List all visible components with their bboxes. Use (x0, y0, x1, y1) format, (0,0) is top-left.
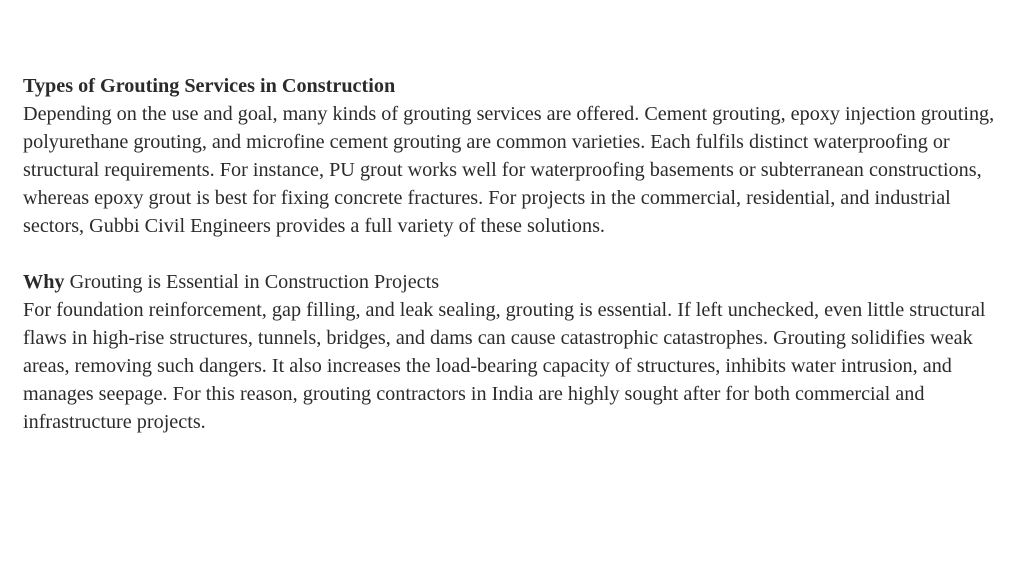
section-heading-rest: Grouting is Essential in Construction Projects (64, 271, 440, 293)
section-heading (23, 268, 1008, 296)
section-why-grouting (23, 268, 1008, 436)
document-page (23, 72, 1008, 436)
section-heading-bold: Why (23, 271, 65, 293)
section-paragraph: Depending on the use and goal, many kinds of grouting services are offered. Cement grouting, epoxy injection grouting, polyurethane grouting, and microfine cement grouting are common varieties. Each fulfils distinct waterproofing or structural requirements. For instance, PU grout works well for waterproofing basements or subterranean constructions, whereas epoxy grout is best for fixing concrete fractures. For projects in the commercial, residential, and industrial sectors, Gubbi Civil Engineers provides a full variety of these solutions. (23, 103, 995, 237)
section-heading-bold: Types of Grouting Services in Construction (23, 75, 396, 97)
section-grouting-types (23, 72, 1008, 240)
section-paragraph: For foundation reinforcement, gap filling, and leak sealing, grouting is essential. If left unchecked, even little structural flaws in high-rise structures, tunnels, bridges, and dams can cause catastrophic catastrophes. Grouting solidifies weak areas, removing such dangers. It also increases the load-bearing capacity of structures, inhibits water intrusion, and manages seepage. For this reason, grouting contractors in India are highly sought after for both commercial and infrastructure projects. (23, 299, 986, 433)
section-heading (23, 72, 1008, 100)
